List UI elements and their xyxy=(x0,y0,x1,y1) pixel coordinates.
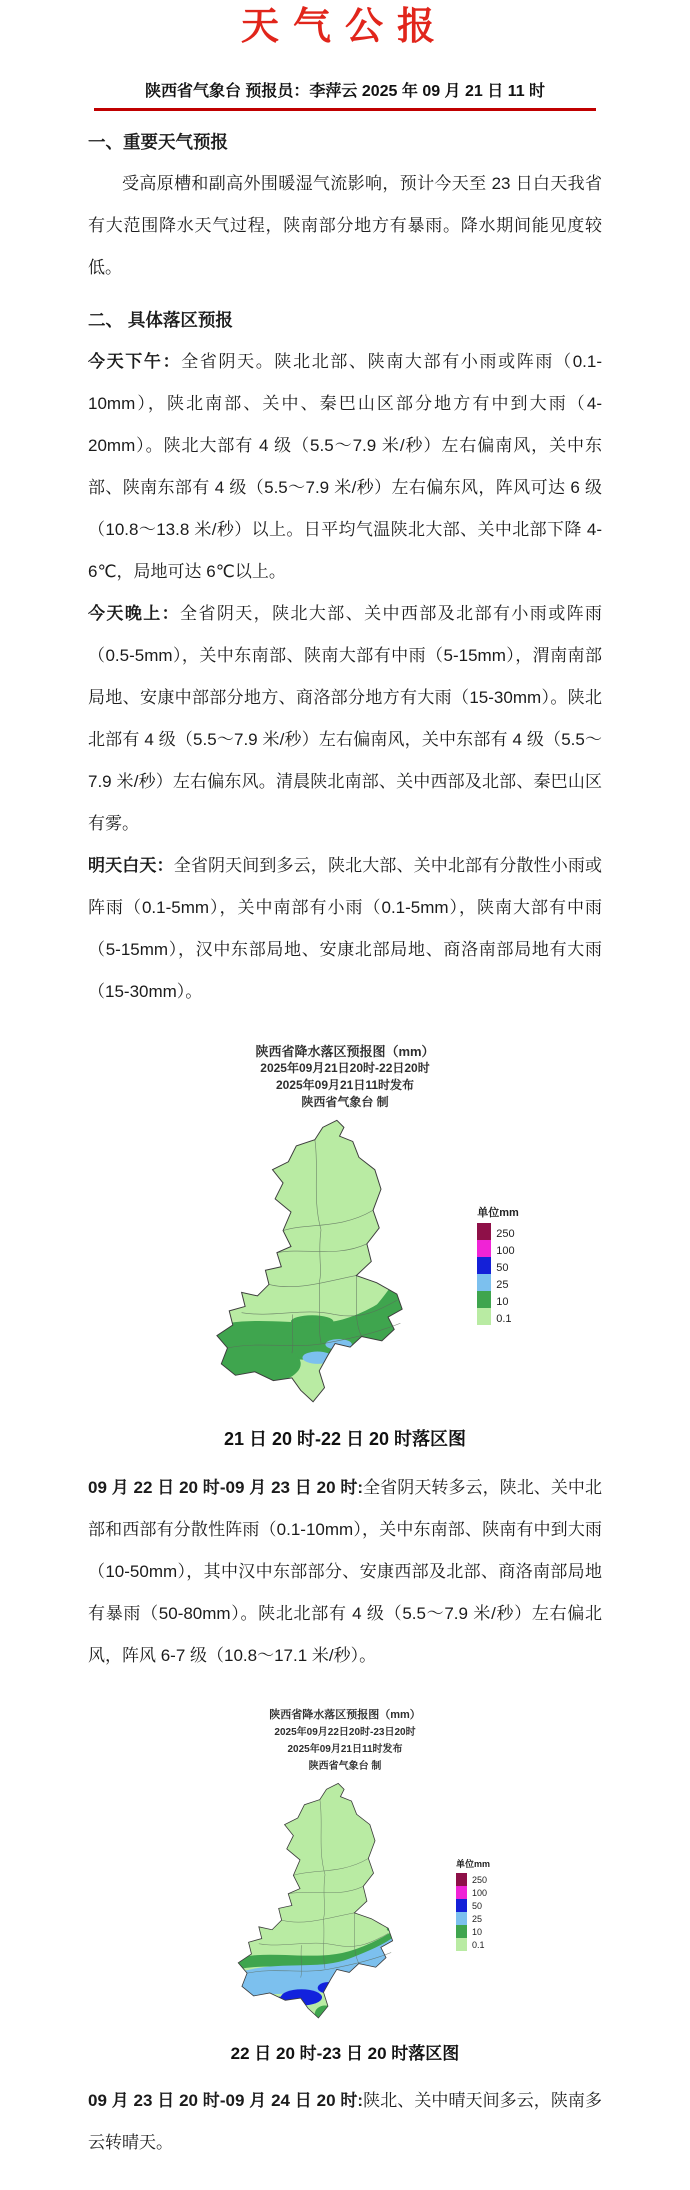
map1-legend-row xyxy=(477,1291,508,1308)
legend-label-100: 100 xyxy=(496,1245,515,1257)
map1-heavy-rain-patch-25-50mm xyxy=(303,1351,333,1363)
map2-valid-period: 2025年09月22日20时-23日20时 xyxy=(274,1726,416,1738)
map1-header xyxy=(88,1043,602,1111)
map2-legend-title: 单位mm xyxy=(455,1858,490,1869)
map1-legend-row xyxy=(477,1240,514,1257)
document-body xyxy=(0,121,690,2164)
map1-legend-row xyxy=(477,1223,514,1240)
map1-legend-row xyxy=(477,1308,511,1325)
map2-legend xyxy=(456,1857,490,1951)
legend-label-10: 10 xyxy=(471,1926,482,1937)
section1-paragraph: 受高原槽和副高外围暖湿气流影响，预计今天至 23 日白天我省有大范围降水天气过程，陕南部分地方有暴雨。降水期间能见度较低。 xyxy=(88,173,602,277)
paragraph-sep22 xyxy=(88,1467,602,1677)
map2-legend-row xyxy=(456,1912,482,1925)
page-title: 天气公报 xyxy=(240,6,449,48)
legend-swatch-0.1 xyxy=(456,1938,467,1951)
station-forecaster-datetime: 陕西省气象台 预报员：李萍云 2025 年 09 月 21 日 11 时 xyxy=(144,82,546,100)
legend-swatch-100 xyxy=(477,1240,491,1257)
map1-shaanxi-precipitation-map xyxy=(171,1115,471,1415)
legend-swatch-100 xyxy=(456,1886,467,1899)
legend-swatch-10 xyxy=(456,1925,467,1938)
legend-swatch-250 xyxy=(456,1873,467,1886)
paragraph-tomorrow xyxy=(88,845,602,1013)
map1-legend-row xyxy=(477,1274,508,1291)
legend-label-0.1: 0.1 xyxy=(496,1313,512,1325)
legend-label-25: 25 xyxy=(471,1913,482,1924)
legend-label-10: 10 xyxy=(496,1296,509,1308)
legend-swatch-0.1 xyxy=(477,1308,491,1325)
section1-heading: 一、重要天气预报 xyxy=(88,131,228,152)
map2-issue-time: 2025年09月21日11时发布 xyxy=(287,1743,403,1755)
map2-legend-row xyxy=(456,1925,482,1938)
paragraph-tomorrow-text: 全省阴天间到多云，陕北大部、关中北部有分散性小雨或阵雨（0.1-5mm），关中南部有小雨（0.1-5mm），陕南大部有中雨（5-15mm），汉中东部局地、安康北部局地、商洛南部局地有大雨（15-30mm）。 xyxy=(88,855,603,1001)
legend-swatch-50 xyxy=(456,1899,467,1912)
map1-issue-time: 2025年09月21日11时发布 xyxy=(275,1077,415,1092)
map2-header xyxy=(88,1707,602,1775)
legend-label-0.1: 0.1 xyxy=(471,1939,485,1950)
meta-underline-rule xyxy=(94,78,596,111)
paragraph-tonight xyxy=(88,593,602,845)
map2-shaanxi-precipitation-map xyxy=(200,1779,450,2029)
paragraph-tonight-label: 今天晚上： xyxy=(88,603,181,623)
paragraph-tomorrow-label: 明天白天： xyxy=(88,855,174,875)
map2-rainstorm-patch-50-100mm xyxy=(281,1989,322,2005)
paragraph-today-afternoon xyxy=(88,341,602,593)
legend-label-100: 100 xyxy=(471,1887,488,1898)
map2-title: 陕西省降水落区预报图（mm） xyxy=(269,1708,421,1721)
paragraph-sep22-label: 09 月 22 日 20 时-09 月 23 日 20 时: xyxy=(88,1477,364,1497)
paragraph-tonight-text: 全省阴天，陕北大部、关中西部及北部有小雨或阵雨（0.5-5mm），关中东南部、陕南大部有中雨（5-15mm），渭南南部局地、安康中部部分地方、商洛部分地方有大雨（15-30mm）。陕北北部有 4 级（5.5～7.9 米/秒）左右偏南风，关中东部有 4 级（5.5～7.9 米/秒）左右偏东风。清晨陕北南部、关中西部及北部、秦巴山区有雾。 xyxy=(88,603,603,833)
map1-producer: 陕西省气象台 制 xyxy=(301,1094,389,1109)
precip-map-figure-2 xyxy=(88,1707,602,2064)
section2-heading: 二、 具体落区预报 xyxy=(88,309,233,330)
map1-caption: 21 日 20 时-22 日 20 时落区图 xyxy=(223,1428,467,1449)
legend-label-50: 50 xyxy=(496,1262,509,1274)
map1-title: 陕西省降水落区预报图（mm） xyxy=(255,1043,435,1059)
legend-swatch-25 xyxy=(477,1274,491,1291)
paragraph-sep23-text: 陕北、关中晴天间多云，陕南多云转晴天。 xyxy=(88,2090,603,2152)
legend-label-250: 250 xyxy=(471,1874,488,1885)
legend-swatch-250 xyxy=(477,1223,491,1240)
map2-legend-row xyxy=(456,1899,482,1912)
map2-producer: 陕西省气象台 制 xyxy=(308,1760,382,1772)
paragraph-sep22-text: 全省阴天转多云，陕北、关中北部和西部有分散性阵雨（0.1-10mm），关中东南部、陕南有中到大雨（10-50mm），其中汉中东部部分、安康西部及北部、商洛南部局地有暴雨（50-80mm）。陕北北部有 4 级（5.5～7.9 米/秒）左右偏北风，阵风 6-7 级（10.8～17.1 米/秒）。 xyxy=(88,1477,603,1665)
map1-legend xyxy=(477,1204,519,1325)
legend-label-25: 25 xyxy=(496,1279,509,1291)
map1-legend-row xyxy=(477,1257,508,1274)
map2-rainstorm-patch-50-100mm xyxy=(318,1981,342,1993)
map1-valid-period: 2025年09月21日20时-22日20时 xyxy=(260,1060,430,1075)
map1-legend-title: 单位mm xyxy=(477,1207,519,1219)
legend-swatch-25 xyxy=(456,1912,467,1925)
map2-legend-row xyxy=(456,1938,485,1951)
legend-swatch-50 xyxy=(477,1257,491,1274)
legend-label-50: 50 xyxy=(471,1900,482,1911)
precip-map-figure-1 xyxy=(88,1043,602,1451)
paragraph-sep23-label: 09 月 23 日 20 时-09 月 24 日 20 时: xyxy=(88,2090,364,2110)
paragraph-today-afternoon-label: 今天下午： xyxy=(88,351,182,371)
map2-legend-row xyxy=(456,1873,487,1886)
map2-caption: 22 日 20 时-23 日 20 时落区图 xyxy=(230,2043,460,2063)
paragraph-today-afternoon-text: 全省阴天。陕北北部、陕南大部有小雨或阵雨（0.1-10mm），陕北南部、关中、秦巴山区部分地方有中到大雨（4-20mm）。陕北大部有 4 级（5.5～7.9 米/秒）左右偏南风，关中东部、陕南东部有 4 级（5.5～7.9 米/秒）左右偏东风，阵风可达 6 级（10.8～13.8 米/秒）以上。日平均气温陕北大部、关中北部下降 4-6℃，局地可达 6℃以上。 xyxy=(88,351,603,581)
map2-legend-row xyxy=(456,1886,487,1899)
legend-swatch-10 xyxy=(477,1291,491,1308)
legend-label-250: 250 xyxy=(496,1228,515,1240)
paragraph-sep23 xyxy=(88,2080,602,2164)
